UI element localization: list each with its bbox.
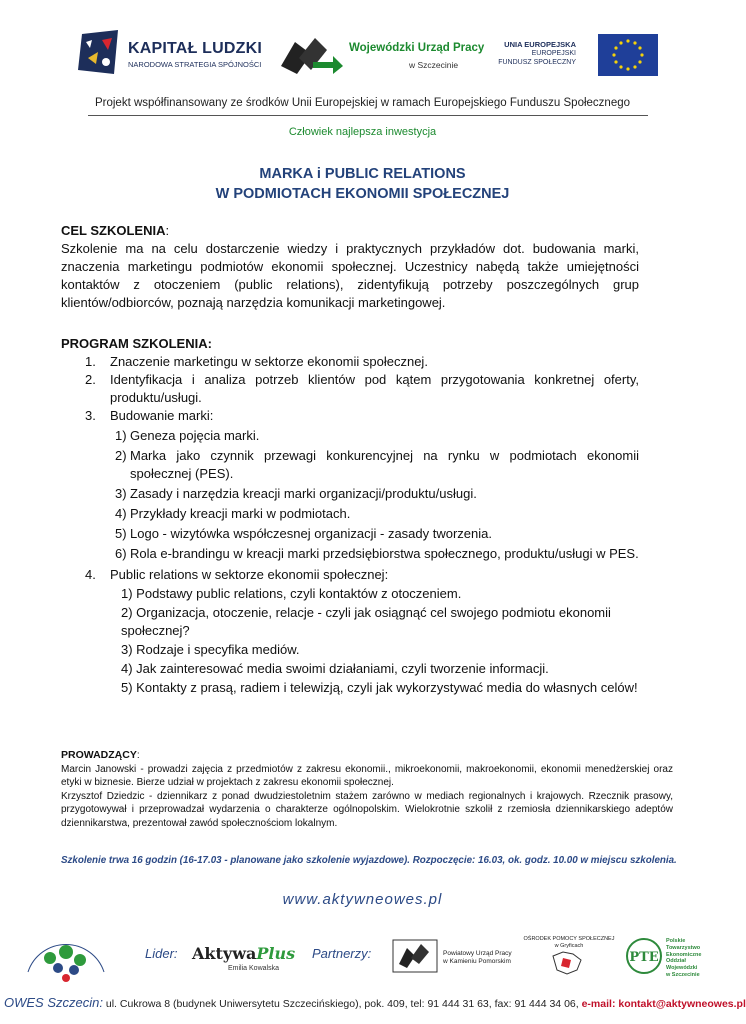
- brand-subitem-number: 5): [115, 526, 127, 541]
- website-link[interactable]: www.aktywneowes.pl: [282, 891, 443, 908]
- pte-line5: Wojewódzki: [666, 965, 698, 972]
- goal-text: Szkolenie ma na celu dostarczenie wiedzy i praktycznych przykładów dot. budowania marki, znaczenia marketingu podmiotów ekonomii społecznej. Uczestnicy nabędą także umiejętności kontaktów z otoczeniem (public relations), zidentyfikują potrzeby poszczególnych grup klientów/odbiorców, poznają narzędzia komunikacji marketingowej.: [61, 241, 639, 310]
- owes-logo-icon: [20, 920, 112, 992]
- goal-colon: :: [165, 223, 170, 238]
- brand-subitem-text: Przykłady kreacji marki w podmiotach.: [130, 506, 351, 521]
- partners-label: Partnerzy:: [312, 946, 372, 961]
- header-divider: [88, 115, 648, 116]
- brand-subitem-number: 3): [115, 486, 127, 501]
- program-item-number: 1.: [85, 354, 96, 369]
- brand-subitem-number: 4): [115, 506, 127, 521]
- wup-subtitle: w Szczecinie: [409, 60, 459, 70]
- wup-arrows-icon: [281, 36, 343, 74]
- contact-line: [4, 995, 746, 1010]
- pte-text: [666, 938, 701, 979]
- kapital-ludzki-title: KAPITAŁ LUDZKI: [128, 40, 263, 57]
- brand-subitem: [61, 427, 639, 445]
- slogan: Człowiek najlepsza inwestycja: [288, 126, 437, 138]
- eu-line3: FUNDUSZ SPOŁECZNY: [498, 59, 576, 66]
- ops-logo: [523, 936, 615, 978]
- eu-line2: EUROPEJSKI: [531, 50, 576, 57]
- pr-subitem: 3) Rodzaje i specyfika mediów.: [121, 642, 300, 657]
- aktywa-plus-logo: [190, 938, 296, 976]
- cofinance-note: Projekt współfinansowany ze środków Unii Europejskiej w ramach Europejskiego Funduszu Społecznego: [94, 97, 631, 109]
- brand-subitem-number: 2): [115, 448, 127, 463]
- goal-section: [61, 222, 639, 312]
- pup-line2: w Kamieniu Pomorskim: [443, 958, 511, 965]
- program-section: [61, 335, 639, 697]
- program-item-number: 2.: [85, 372, 96, 387]
- aktywa-logo-text: [192, 944, 295, 963]
- lider-label: Lider:: [145, 946, 178, 961]
- pte-logo: [626, 936, 716, 980]
- contact-address: ul. Cukrowa 8 (budynek Uniwersytetu Szczecińskiego), pok. 409, tel: 91 444 31 63, fax: 91 444 34 06,: [102, 998, 582, 1010]
- pr-subitem: 5) Kontakty z prasą, radiem i telewizją, czyli jak wykorzystywać media do własnych celów!: [121, 680, 638, 695]
- pr-subitem: 1) Podstawy public relations, czyli kontaktów z otoczeniem.: [121, 586, 462, 601]
- brand-subitem: [61, 545, 639, 563]
- kapital-ludzki-subtitle: NARODOWA STRATEGIA SPÓJNOŚCI: [128, 60, 262, 69]
- pup-line1: Powiatowy Urząd Pracy: [443, 950, 512, 957]
- pte-line4: Oddział: [666, 958, 686, 965]
- ops-line1: OŚRODEK POMOCY SPOŁECZNEJ: [523, 936, 615, 942]
- pup-arrows-icon: [393, 940, 437, 972]
- contact-email[interactable]: e-mail: kontakt@aktywneowes.pl: [581, 998, 746, 1010]
- eu-text: [498, 40, 576, 67]
- brand-subitem-text: Zasady i narzędzia kreacji marki organizacji/produktu/usługi.: [130, 486, 477, 501]
- pte-emblem-icon: [626, 936, 662, 976]
- program-item-text: Public relations w sektorze ekonomii społecznej:: [110, 567, 389, 582]
- program-item-text: Znaczenie marketingu w sektorze ekonomii społecznej.: [110, 354, 428, 369]
- eu-logo: [498, 34, 658, 78]
- program-item-number: 3.: [85, 408, 96, 423]
- lead-heading: PROWADZĄCY: [61, 749, 137, 761]
- pte-line6: w Szczecinie: [666, 971, 700, 978]
- lead-section: [61, 749, 673, 831]
- aktywa-plus-word: Plus: [256, 944, 296, 963]
- aktywa-main-word: Aktywa: [192, 944, 257, 963]
- wup-title: Wojewódzki Urząd Pracy: [349, 42, 485, 54]
- pte-line2: Towarzystwo: [666, 944, 701, 951]
- brand-subitem: [61, 505, 639, 523]
- page-title: [0, 164, 725, 204]
- pte-line3: Ekonomiczne: [666, 951, 702, 958]
- ops-map-icon: [551, 950, 583, 976]
- svg-text:PTE: PTE: [629, 950, 659, 965]
- eu-line1: UNIA EUROPEJSKA: [504, 40, 576, 49]
- lead-colon: :: [136, 750, 140, 761]
- program-item: [61, 353, 639, 371]
- program-item-text: Budowanie marki:: [110, 408, 214, 423]
- brand-subitem: [61, 485, 639, 503]
- header-logos: [78, 28, 658, 82]
- program-item: [61, 371, 639, 407]
- pup-logo: [393, 940, 513, 976]
- lead-bio-2: Krzysztof Dziedzic - dziennikarz z ponad dwudziestoletnim stażem zarówno w mediach regionalnych i krajowych. Rzecznik prasowy, przygotowywał i przeprowadzał wydarzenia o charakterze ogólnopolskim. Wielokrotnie szkolił z rzemiosła dziennikarskiego adeptów dziennikarstwa, prezentował zawód społecznościom lokalnym.: [61, 790, 673, 829]
- brand-subitem-text: Geneza pojęcia marki.: [130, 428, 260, 443]
- brand-subitem-number: 1): [115, 428, 127, 443]
- brand-subitem-text: Rola e-brandingu w kreacji marki przedsiębiorstwa społecznego, produktu/usługi w PES.: [130, 546, 639, 561]
- pr-subitem: 4) Jak zainteresować media swoimi działaniami, czyli tworzenie informacji.: [121, 661, 549, 676]
- duration-note: Szkolenie trwa 16 godzin (16-17.03 - planowane jako szkolenie wyjazdowe). Rozpoczęcie: 16.03, ok. godz. 10.00 w miejscu szkolenia.: [61, 855, 677, 866]
- pr-subitem: 2) Organizacja, otoczenie, relacje - czyli jak osiągnąć cel swojego podmiotu ekonomii społecznej?: [121, 605, 611, 638]
- brand-subitem: [61, 447, 639, 483]
- eu-flag-icon: [598, 34, 658, 76]
- goal-heading: CEL SZKOLENIA: [61, 223, 166, 238]
- program-item: [61, 407, 639, 425]
- aktywa-owner: Emilia Kowalska: [228, 965, 279, 972]
- program-item-number: 4.: [85, 567, 96, 582]
- program-item: [61, 566, 639, 584]
- owes-label: OWES Szczecin:: [4, 995, 103, 1010]
- kapital-ludzki-mark: [78, 30, 122, 76]
- brand-subitem-text: Logo - wizytówka współczesnej organizacji - zasady tworzenia.: [130, 526, 492, 541]
- pup-text: [443, 950, 512, 966]
- brand-subitem: [61, 525, 639, 543]
- pte-line1: Polskie: [666, 938, 686, 944]
- title-line1: MARKA i PUBLIC RELATIONS: [259, 166, 466, 182]
- main-content: [61, 222, 639, 697]
- ops-line2: w Gryficach: [554, 943, 584, 949]
- wup-logo: [281, 36, 485, 76]
- program-heading: PROGRAM SZKOLENIA:: [61, 336, 212, 351]
- lead-bio-1: Marcin Janowski - prowadzi zajęcia z przedmiotów z zakresu ekonomii., mikroekonomii, makroekonomii, ekonomii menedżerskiej oraz etyki w biznesie. Bierze udział w projektach z zakresu ekonomii społecznej.: [61, 763, 673, 789]
- brand-subitem-number: 6): [115, 546, 127, 561]
- ops-text: [523, 936, 615, 950]
- program-item-text: Identyfikacja i analiza potrzeb klientów pod kątem przygotowania konkretnej oferty, produktu/usługi.: [110, 372, 639, 405]
- title-line2: W PODMIOTACH EKONOMII SPOŁECZNEJ: [215, 186, 510, 202]
- kapital-ludzki-logo: [78, 30, 263, 78]
- brand-subitem-text: Marka jako czynnik przewagi konkurencyjnej na rynku w podmiotach ekonomii społecznej (PES).: [130, 448, 639, 481]
